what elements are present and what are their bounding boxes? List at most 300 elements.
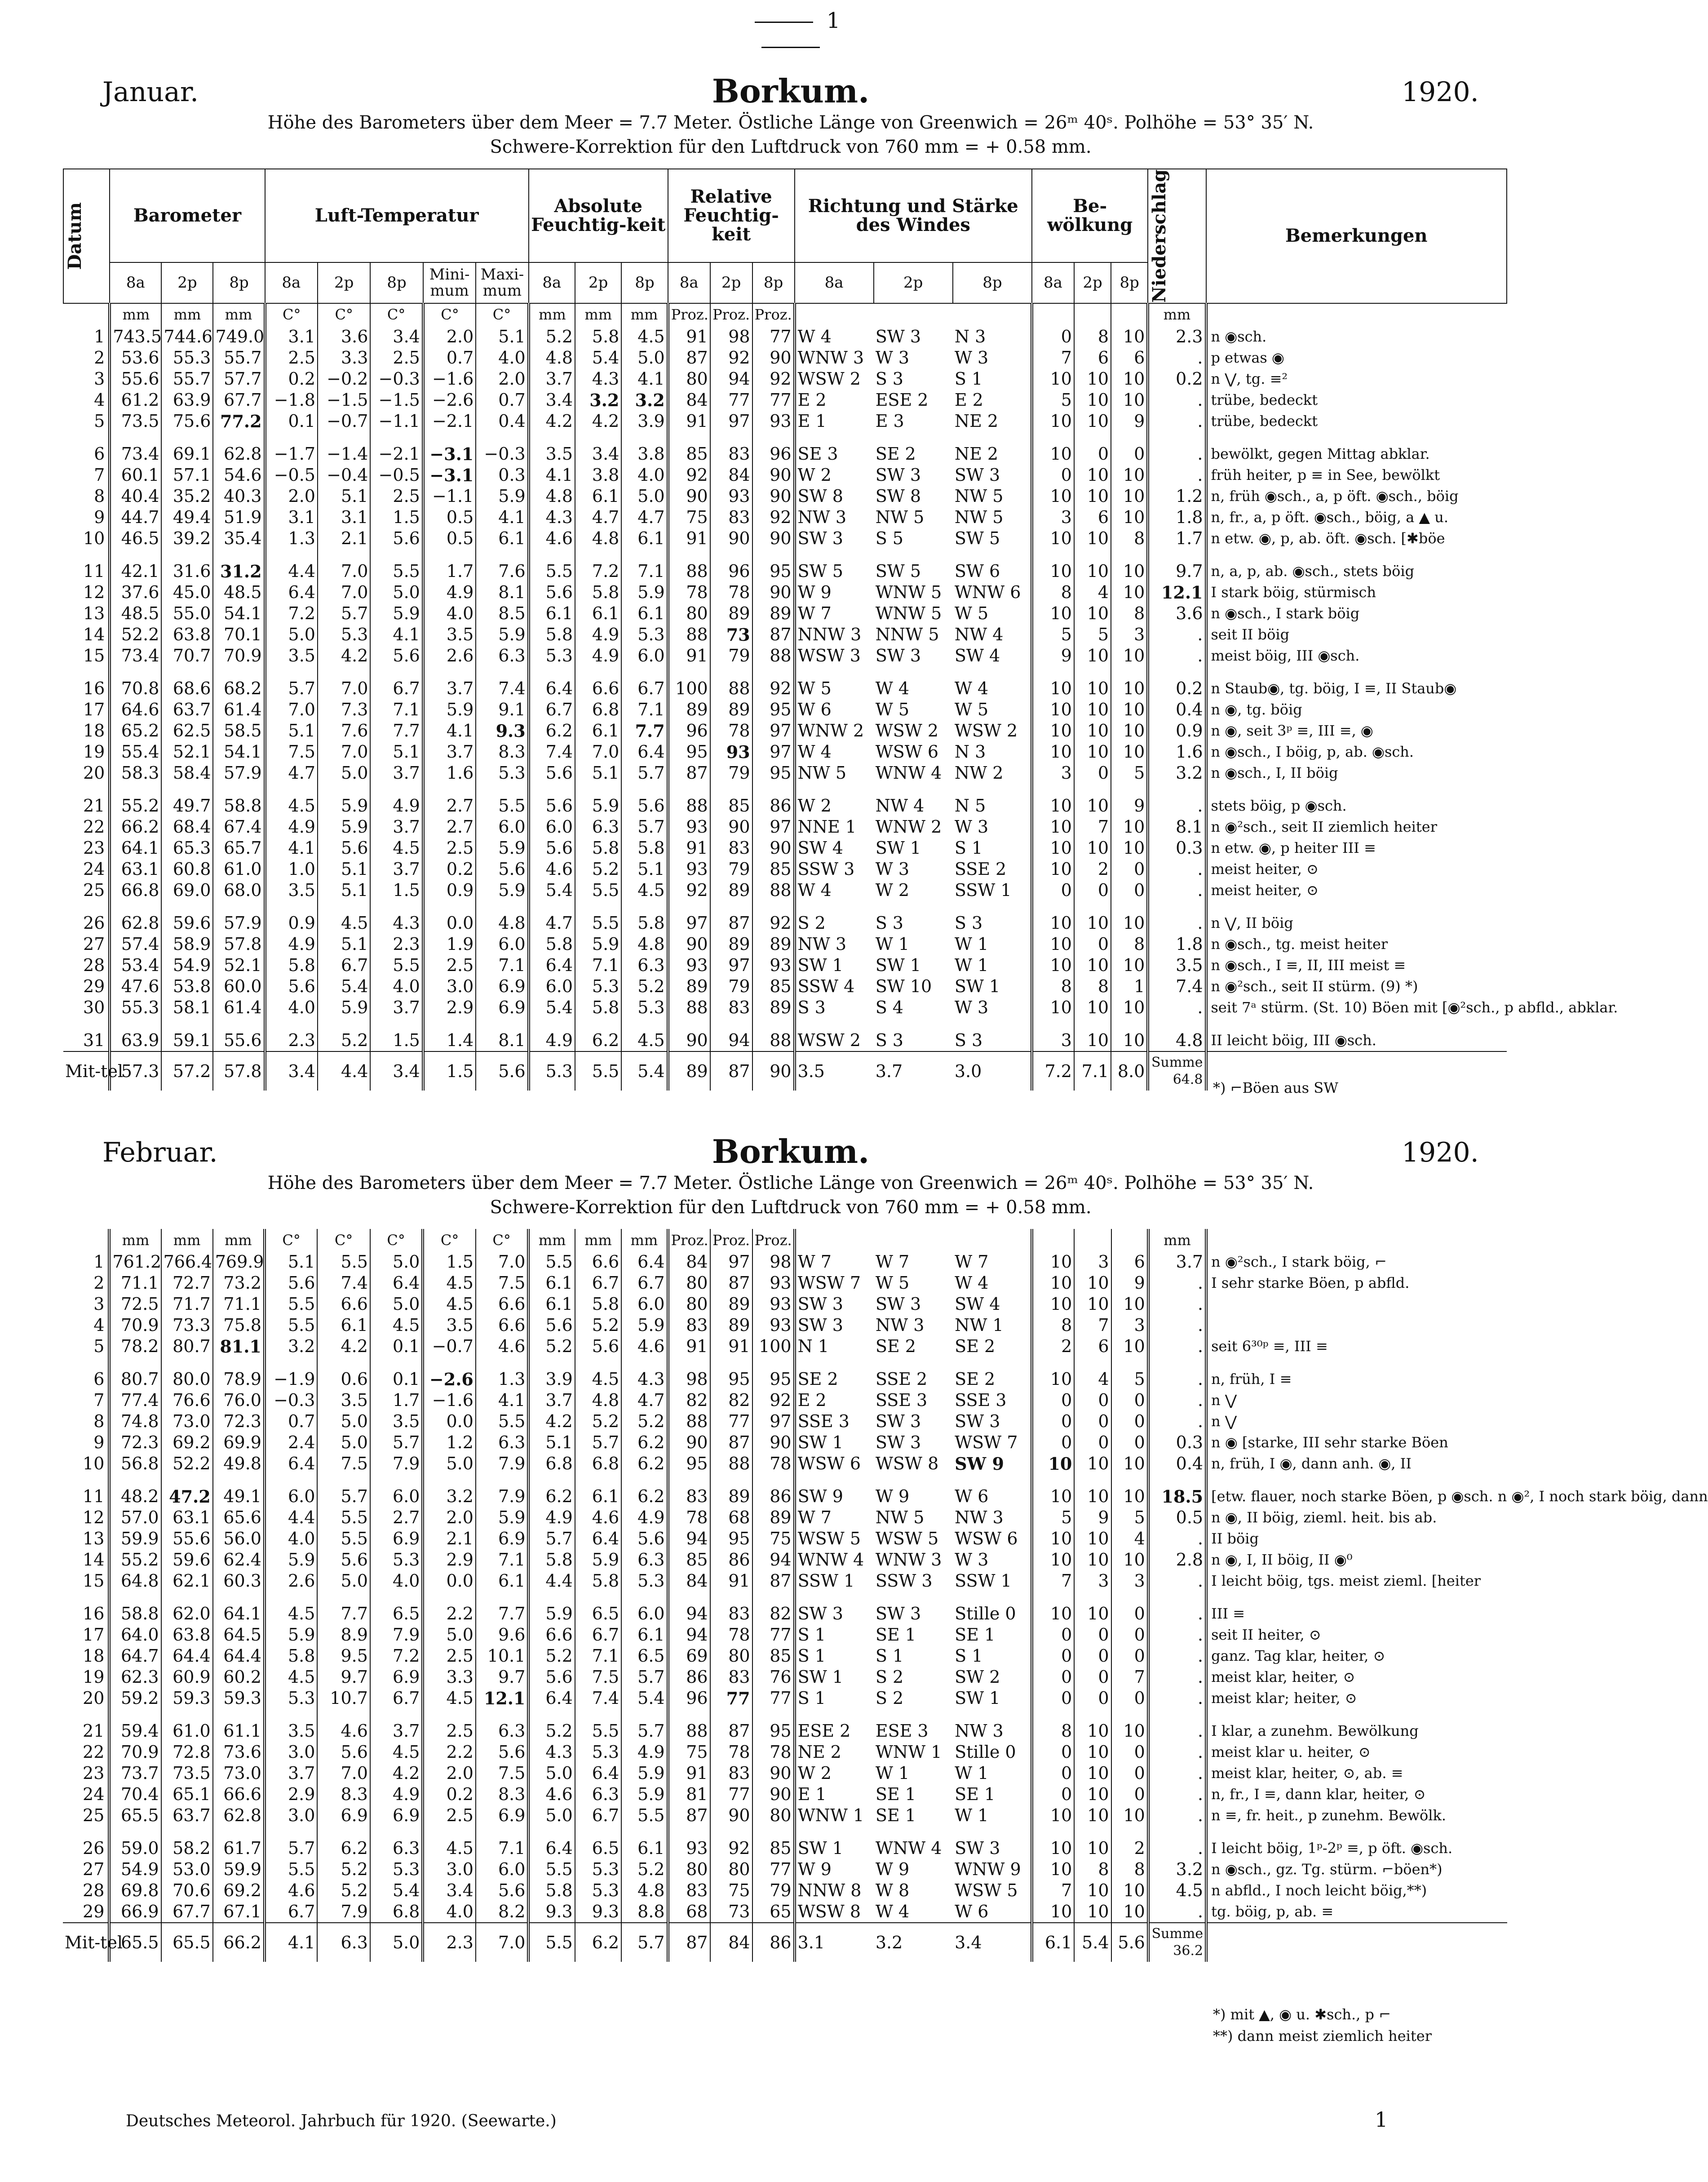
- table-cell: 4.5: [423, 1688, 476, 1709]
- table-cell: 4.0: [265, 997, 318, 1018]
- table-cell: 7.1: [476, 1826, 529, 1859]
- table-cell: 4.0: [370, 1570, 423, 1592]
- table-row: [63, 955, 1507, 976]
- table-cell: 40.3: [213, 486, 265, 507]
- table-cell: 85: [668, 1549, 710, 1570]
- table-row: [63, 1645, 1507, 1667]
- table-cell: 4.0: [476, 347, 528, 368]
- table-cell: 7.1: [575, 1645, 621, 1667]
- table-cell: 5.8: [528, 1549, 575, 1570]
- date-cell: 24: [83, 859, 105, 879]
- table-cell: W 1: [875, 1763, 910, 1783]
- table-cell: 5.5: [575, 1709, 621, 1742]
- table-cell: 10.1: [476, 1645, 529, 1667]
- table-cell: 83: [668, 1315, 710, 1336]
- table-cell: 10: [1074, 645, 1111, 666]
- table-cell: SSW 1: [955, 1571, 1012, 1591]
- table-cell: 58.1: [161, 997, 213, 1018]
- table-cell: 0: [1074, 1667, 1111, 1688]
- table-cell: 59.3: [161, 1688, 213, 1709]
- table-cell: 6.4: [528, 1688, 575, 1709]
- table-row: [63, 1018, 1507, 1051]
- table-cell: 6.2: [621, 1432, 668, 1453]
- table-cell: 6.4: [621, 741, 668, 763]
- table-cell: 77: [752, 1624, 795, 1645]
- table-cell: 10: [1032, 1826, 1074, 1859]
- table-cell: 92: [710, 347, 752, 368]
- table-cell: 81: [668, 1784, 710, 1805]
- table-cell: .: [1148, 411, 1206, 432]
- table-cell: SE 2: [955, 1369, 996, 1389]
- table-cell: 7.6: [476, 549, 528, 582]
- table-cell: 65.2: [110, 720, 161, 741]
- table-cell: 6.1: [575, 1474, 621, 1507]
- table-cell: mm: [575, 1229, 621, 1251]
- table-cell: 82: [668, 1390, 710, 1411]
- table-cell: 76: [752, 1667, 795, 1688]
- table-cell: 3.7: [423, 741, 476, 763]
- table-cell: 3.7: [528, 1390, 575, 1411]
- table-cell: 4.4: [265, 549, 318, 582]
- table-cell: 761.2: [109, 1251, 161, 1273]
- table-cell: 78: [668, 1507, 710, 1528]
- table-cell: 100: [752, 1336, 795, 1357]
- remark-cell: n ◉sch., tg. meist heiter: [1206, 934, 1507, 955]
- table-cell: 5: [1111, 763, 1148, 784]
- table-cell: 6.8: [575, 699, 621, 720]
- table-cell: 6.2: [317, 1826, 370, 1859]
- table-cell: 7.2: [575, 549, 621, 582]
- table-cell: 72.3: [213, 1411, 265, 1432]
- table-cell: 70.8: [110, 666, 161, 699]
- table-cell: 80.0: [161, 1357, 213, 1390]
- table-cell: 8: [1111, 603, 1148, 624]
- table-cell: 6.0: [476, 934, 528, 955]
- table-cell: .: [1148, 901, 1206, 934]
- table-cell: 67.4: [213, 816, 265, 838]
- remark-cell: ganz. Tag klar, heiter, ⊙: [1206, 1645, 1507, 1667]
- table-cell: 57.8: [213, 1051, 265, 1091]
- table-cell: 10: [1074, 699, 1111, 720]
- table-cell: 63.9: [110, 1018, 161, 1051]
- table-cell: 1.8: [1148, 507, 1206, 528]
- table-cell: 77: [752, 326, 795, 347]
- table-cell: 18.5: [1148, 1474, 1206, 1507]
- table-cell: 3.2: [1148, 1859, 1206, 1880]
- table-cell: 4: [1111, 1528, 1148, 1549]
- table-cell: 0.1: [370, 1336, 423, 1357]
- table-cell: 10: [1032, 432, 1074, 465]
- table-cell: 10: [1032, 784, 1074, 816]
- table-cell: 0: [1111, 1688, 1148, 1709]
- table-cell: Stille 0: [955, 1604, 1016, 1623]
- table-cell: 62.1: [161, 1570, 213, 1592]
- table-cell: 68.4: [161, 816, 213, 838]
- february-table: [63, 1229, 1708, 1962]
- table-cell: 93: [752, 1315, 795, 1336]
- remark-cell: II böig: [1206, 1528, 1507, 1549]
- table-cell: 90: [668, 1018, 710, 1051]
- table-cell: W 5: [875, 1273, 910, 1293]
- table-cell: 5.9: [318, 997, 370, 1018]
- table-cell: 89: [710, 603, 752, 624]
- table-cell: 57.0: [109, 1507, 161, 1528]
- table-cell: 10: [1074, 1805, 1111, 1826]
- table-cell: 93: [668, 816, 710, 838]
- table-cell: 54.9: [109, 1859, 161, 1880]
- table-cell: 3.5: [317, 1390, 370, 1411]
- table-cell: 97: [752, 741, 795, 763]
- table-cell: 76.0: [213, 1390, 265, 1411]
- table-cell: S 2: [795, 901, 874, 934]
- table-cell: 6.7: [621, 666, 668, 699]
- table-cell: [1111, 303, 1148, 326]
- table-cell: NW 5: [875, 507, 925, 527]
- table-cell: 8.0: [1111, 1051, 1148, 1091]
- table-cell: 2.5: [423, 838, 476, 859]
- table-cell: 80.7: [161, 1336, 213, 1357]
- table-cell: 84: [668, 1251, 710, 1273]
- table-cell: Proz.: [710, 303, 752, 326]
- table-cell: 9: [1111, 1273, 1148, 1294]
- table-cell: 1.0: [265, 859, 318, 880]
- table-cell: NW 2: [954, 763, 1004, 783]
- table-cell: 2.1: [318, 528, 370, 549]
- table-cell: 4.6: [529, 859, 575, 880]
- table-cell: 4.1: [265, 1923, 318, 1962]
- table-cell: 10: [1111, 1474, 1148, 1507]
- date-cell: 3: [94, 368, 105, 389]
- table-cell: 37.6: [110, 582, 161, 603]
- table-cell: 6.7: [370, 666, 423, 699]
- table-cell: 4.9: [265, 816, 318, 838]
- date-cell: 27: [83, 934, 105, 954]
- table-cell: 6: [1111, 347, 1148, 368]
- table-cell: 5.4: [370, 1880, 423, 1901]
- table-cell: 8: [1111, 934, 1148, 955]
- table-cell: SW 6: [954, 561, 1000, 581]
- table-cell: 56.0: [213, 1528, 265, 1549]
- remark-cell: n ◉, I, II böig, II ◉⁰: [1206, 1549, 1507, 1570]
- table-cell: W 1: [954, 934, 989, 954]
- table-cell: 92: [668, 465, 710, 486]
- table-cell: 62.0: [161, 1592, 213, 1624]
- remark-cell: n ◉²sch., seit II ziemlich heiter: [1206, 816, 1507, 838]
- table-cell: 49.7: [161, 784, 213, 816]
- table-cell: 66.2: [110, 816, 161, 838]
- table-cell: 5.0: [621, 347, 668, 368]
- table-cell: 95: [752, 699, 795, 720]
- remark-cell: meist böig, III ◉sch.: [1206, 645, 1507, 666]
- table-cell: WNW 1: [795, 1805, 874, 1826]
- table-cell: 10: [1074, 1453, 1111, 1474]
- table-row: [63, 1709, 1507, 1742]
- table-cell: 6: [1111, 1251, 1148, 1273]
- table-cell: 6.4: [528, 1826, 575, 1859]
- sub-8p: 8p: [752, 262, 795, 303]
- table-row: [63, 720, 1507, 741]
- table-cell: 6: [1074, 347, 1111, 368]
- table-cell: 54.1: [213, 603, 265, 624]
- table-cell: mm: [529, 303, 575, 326]
- table-cell: 5.5: [476, 784, 528, 816]
- date-cell: 5: [93, 1336, 105, 1356]
- table-cell: WNW 4: [795, 1549, 874, 1570]
- table-cell: 84: [668, 390, 710, 411]
- table-cell: 87: [752, 624, 795, 645]
- table-cell: 69: [668, 1645, 710, 1667]
- table-cell: NW 3: [795, 507, 874, 528]
- table-cell: 5.5: [370, 955, 423, 976]
- table-cell: 0.2: [1148, 368, 1206, 390]
- table-cell: 90: [752, 1784, 795, 1805]
- table-cell: 3: [1074, 1251, 1111, 1273]
- table-cell: 3.1: [318, 507, 370, 528]
- table-cell: 5.5: [370, 549, 423, 582]
- table-cell: 10: [1111, 465, 1148, 486]
- table-cell: 80: [668, 603, 710, 624]
- table-cell: 5.0: [317, 1570, 370, 1592]
- table-cell: .: [1148, 1667, 1206, 1688]
- table-cell: 5.8: [575, 1294, 621, 1315]
- table-cell: −1.7: [265, 432, 318, 465]
- table-cell: 8: [1111, 1859, 1148, 1880]
- table-cell: .: [1148, 465, 1206, 486]
- table-cell: 4.9: [575, 624, 621, 645]
- table-cell: 73: [710, 624, 752, 645]
- january-table: [63, 169, 1618, 1091]
- table-cell: SW 10: [875, 976, 932, 996]
- remark-cell: seit II heiter, ⊙: [1206, 1624, 1507, 1645]
- table-cell: 4.5: [1148, 1880, 1206, 1901]
- table-cell: 96: [668, 720, 710, 741]
- table-cell: 62.8: [110, 901, 161, 934]
- table-cell: 0.0: [423, 1411, 476, 1432]
- table-cell: 8: [1074, 976, 1111, 997]
- table-row: [63, 763, 1507, 784]
- table-cell: 0.6: [317, 1357, 370, 1390]
- table-cell: 35.2: [161, 486, 213, 507]
- table-cell: 7.5: [265, 741, 318, 763]
- table-row: [63, 666, 1507, 699]
- table-cell: 0: [1111, 1432, 1148, 1453]
- table-cell: −2.6: [423, 1357, 476, 1390]
- table-cell: S 1: [875, 1646, 904, 1666]
- table-cell: 4.2: [317, 1336, 370, 1357]
- table-cell: 0: [1074, 1390, 1111, 1411]
- table-cell: 95: [752, 1357, 795, 1390]
- date-cell: 13: [83, 1529, 105, 1548]
- table-cell: 3.4: [265, 1051, 318, 1091]
- table-cell: 6.3: [317, 1923, 370, 1962]
- date-cell: [63, 303, 110, 326]
- table-cell: 10: [1111, 1880, 1148, 1901]
- table-cell: −1.8: [265, 390, 318, 411]
- month-title: Februar.: [102, 1137, 218, 1168]
- table-cell: 766.4: [161, 1251, 213, 1273]
- sub-2p: 2p: [161, 262, 213, 303]
- date-cell: 17: [83, 1625, 105, 1645]
- table-cell: 3.7: [874, 1051, 953, 1091]
- table-cell: 5.0: [265, 624, 318, 645]
- table-cell: W 5: [954, 603, 989, 623]
- table-cell: 10: [1111, 390, 1148, 411]
- table-cell: 6.7: [529, 699, 575, 720]
- table-cell: WSW 7: [795, 1273, 874, 1294]
- date-cell: 27: [83, 1859, 105, 1879]
- table-cell: 0.2: [1148, 666, 1206, 699]
- table-cell: 4.4: [265, 1507, 318, 1528]
- table-row: [63, 645, 1507, 666]
- table-cell: 89: [710, 699, 752, 720]
- table-cell: 64.6: [110, 699, 161, 720]
- table-cell: WNW 5: [875, 603, 942, 623]
- table-cell: 55.0: [161, 603, 213, 624]
- table-cell: 10: [1032, 934, 1074, 955]
- table-cell: 98: [752, 1251, 795, 1273]
- table-cell: 59.6: [161, 901, 213, 934]
- table-cell: 88: [710, 666, 752, 699]
- table-cell: 70.4: [109, 1784, 161, 1805]
- table-cell: NE 2: [795, 1742, 874, 1763]
- table-cell: 6.1: [621, 1624, 668, 1645]
- table-cell: 5.6: [529, 763, 575, 784]
- table-cell: 5.1: [265, 1251, 318, 1273]
- table-cell: 5.2: [529, 326, 575, 347]
- table-cell: 5.5: [265, 1315, 318, 1336]
- table-cell: 6.7: [318, 955, 370, 976]
- table-cell: 10: [1032, 901, 1074, 934]
- table-cell: 85: [752, 859, 795, 880]
- table-cell: 45.0: [161, 582, 213, 603]
- table-cell: 89: [710, 1294, 752, 1315]
- table-cell: SSW 4: [795, 976, 874, 997]
- table-cell: −0.7: [423, 1336, 476, 1357]
- table-cell: 4.9: [265, 934, 318, 955]
- remark-cell: seit 7ᵃ stürm. (St. 10) Böen mit [◉²sch., p abfld., abklar.: [1206, 997, 1507, 1018]
- remark-cell: tg. böig, p, ab. ≡: [1206, 1901, 1507, 1923]
- table-cell: 5.6: [370, 645, 423, 666]
- table-cell: SE 2: [955, 1336, 996, 1356]
- table-cell: 6.6: [528, 1624, 575, 1645]
- table-cell: 10: [1111, 326, 1148, 347]
- table-cell: 53.4: [110, 955, 161, 976]
- table-cell: 10: [1111, 645, 1148, 666]
- table-cell: W 1: [955, 1763, 989, 1783]
- table-cell: 76.6: [161, 1390, 213, 1411]
- table-cell: 91: [668, 411, 710, 432]
- table-cell: 5.1: [370, 741, 423, 763]
- table-cell: 55.2: [110, 784, 161, 816]
- table-cell: 4.7: [265, 763, 318, 784]
- table-cell: 93: [752, 1273, 795, 1294]
- table-cell: 2.1: [423, 1528, 476, 1549]
- table-cell: −0.3: [476, 432, 528, 465]
- date-cell: 13: [83, 603, 105, 623]
- table-cell: 47.2: [161, 1474, 213, 1507]
- table-cell: 10: [1111, 549, 1148, 582]
- table-cell: 77.2: [213, 411, 265, 432]
- table-cell: W 2: [795, 784, 874, 816]
- table-cell: 10: [1032, 1474, 1074, 1507]
- table-cell: 73.5: [161, 1763, 213, 1784]
- table-cell: 84: [710, 465, 752, 486]
- station-title: Borkum.: [712, 1132, 870, 1171]
- remark-cell: n, fr., a, p öft. ◉sch., böig, a ▲ u.: [1206, 507, 1507, 528]
- table-cell: 5.3: [575, 1742, 621, 1763]
- table-cell: 64.4: [161, 1645, 213, 1667]
- table-cell: 78: [710, 720, 752, 741]
- table-cell: 83: [710, 507, 752, 528]
- table-cell: 86: [752, 1923, 795, 1962]
- table-cell: 5.9: [318, 816, 370, 838]
- table-cell: 70.1: [213, 624, 265, 645]
- table-cell: 2.4: [265, 1432, 318, 1453]
- table-cell: 0.9: [423, 880, 476, 901]
- table-cell: 5: [1074, 624, 1111, 645]
- table-cell: 0.1: [370, 1357, 423, 1390]
- table-cell: 93: [668, 955, 710, 976]
- table-cell: 10: [1032, 1453, 1074, 1474]
- table-cell: 5.9: [621, 1315, 668, 1336]
- table-cell: 94: [710, 1018, 752, 1051]
- remark-cell: n ◉sch., I stark böig: [1206, 603, 1507, 624]
- page-number-top: 1: [701, 8, 881, 58]
- table-cell: 2: [1074, 859, 1111, 880]
- table-cell: 5.7: [317, 1474, 370, 1507]
- table-cell: 78: [710, 582, 752, 603]
- table-cell: 10: [1032, 1294, 1074, 1315]
- table-cell: 10: [1111, 666, 1148, 699]
- table-cell: 3.7: [265, 1763, 318, 1784]
- table-cell: 2.5: [423, 1645, 476, 1667]
- table-cell: 10: [1032, 1805, 1074, 1826]
- table-cell: WSW 8: [795, 1901, 874, 1923]
- table-cell: 4.3: [575, 368, 621, 390]
- table-cell: 4.6: [528, 1784, 575, 1805]
- table-cell: 10: [1111, 507, 1148, 528]
- table-cell: 10: [1032, 1357, 1074, 1390]
- table-cell: SSE 3: [795, 1411, 874, 1432]
- table-cell: 6.8: [528, 1453, 575, 1474]
- table-cell: 90: [752, 1763, 795, 1784]
- table-cell: S 3: [954, 913, 983, 933]
- table-cell: mm: [575, 303, 621, 326]
- table-cell: 46.5: [110, 528, 161, 549]
- table-cell: 7.1: [370, 699, 423, 720]
- february-footnote-2: **) dann meist ziemlich heiter: [1213, 2027, 1432, 2045]
- remark-cell: [1206, 1294, 1507, 1315]
- table-cell: WNW 9: [955, 1859, 1021, 1879]
- table-cell: E 1: [795, 1784, 874, 1805]
- table-cell: Proz.: [668, 303, 710, 326]
- station-info-line: Höhe des Barometers über dem Meer = 7.7 Meter. Östliche Länge von Greenwich = 26ᵐ 40ˢ. Polhöhe = 53° 35′ N.: [267, 112, 1314, 133]
- date-cell: 29: [83, 1902, 105, 1921]
- table-row: [63, 507, 1507, 528]
- table-cell: 2.3: [1148, 326, 1206, 347]
- table-cell: 4.5: [423, 1826, 476, 1859]
- table-cell: 75: [710, 1880, 752, 1901]
- table-cell: 2.5: [423, 1805, 476, 1826]
- remark-cell: n etw. ◉, p, ab. öft. ◉sch. [✱böe: [1206, 528, 1507, 549]
- table-cell: 6.1: [621, 1826, 668, 1859]
- table-cell: WNW 6: [954, 582, 1021, 602]
- table-cell: W 3: [875, 859, 910, 879]
- table-cell: 9.7: [317, 1667, 370, 1688]
- table-cell: 52.1: [161, 741, 213, 763]
- table-cell: 5.4: [529, 880, 575, 901]
- table-cell: C°: [423, 303, 476, 326]
